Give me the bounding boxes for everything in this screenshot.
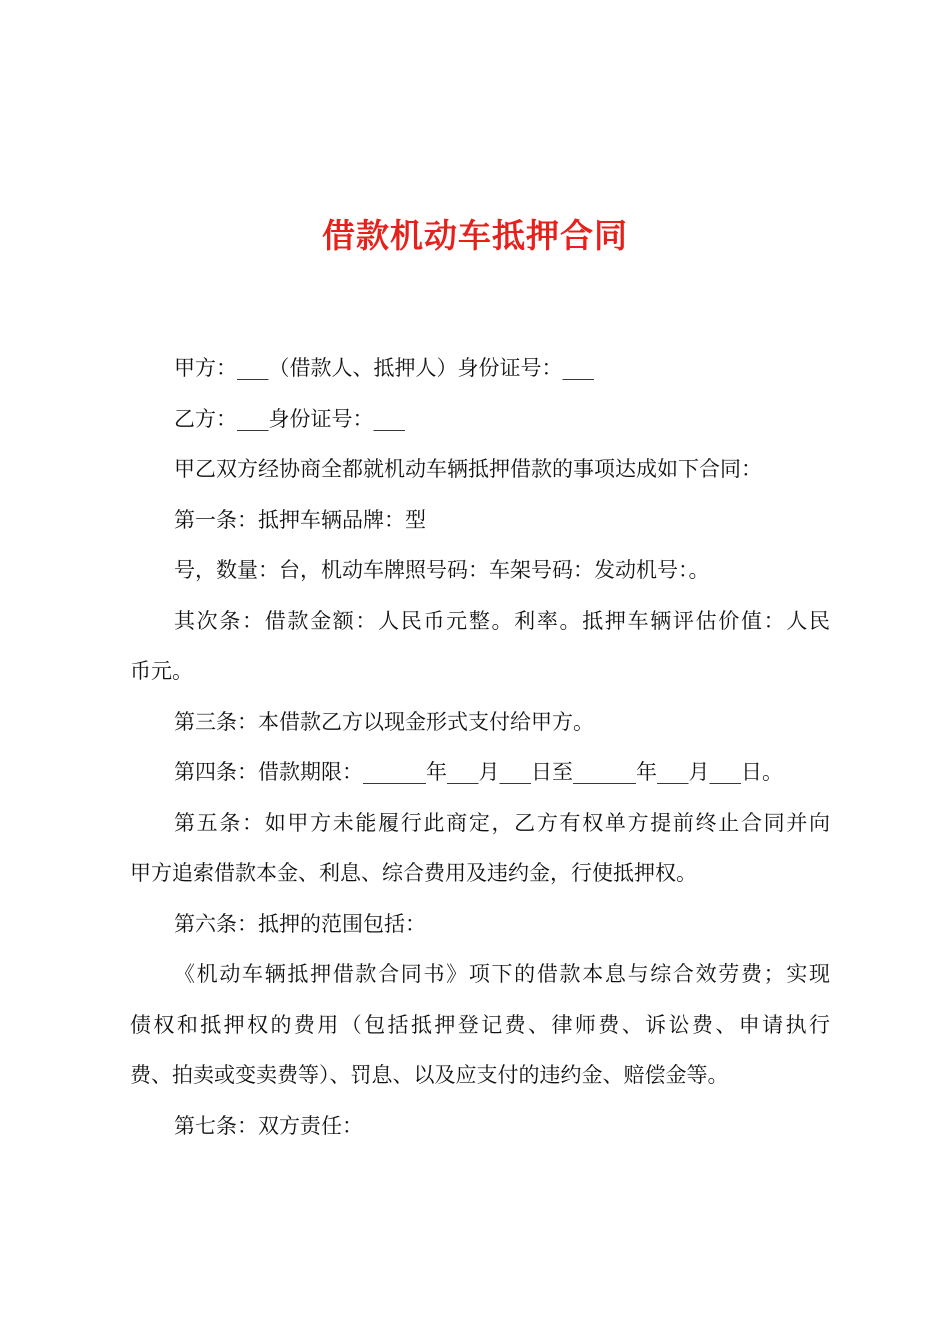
article-5-line-2: 甲方追索借款本金、利息、综合费用及违约金，行使抵押权。 [130, 861, 697, 885]
scope-line-1: 《机动车辆抵押借款合同书》项下的借款本息与综合效劳费；实现 [174, 962, 830, 986]
article-7-line: 第七条：双方责任： [174, 1113, 363, 1138]
party-a-line: 甲方：___（借款人、抵押人）身份证号：___ [174, 356, 594, 380]
document-title: 借款机动车抵押合同 [322, 216, 628, 255]
article-1-line-1: 第一条：抵押车辆品牌：型 [174, 507, 426, 532]
document-body [130, 343, 830, 1151]
article-1-line-2: 号，数量：台，机动车牌照号码：车架号码：发动机号：。 [174, 558, 710, 582]
article-3-line: 第三条：本借款乙方以现金形式支付给甲方。 [174, 709, 594, 734]
article-6-line: 第六条：抵押的范围包括： [174, 911, 426, 936]
party-b-line: 乙方：___身份证号：___ [174, 406, 405, 431]
preamble-line: 甲乙双方经协商全都就机动车辆抵押借款的事项达成如下合同： [174, 457, 762, 481]
article-2-line-1: 其次条：借款金额：人民币元整。利率。抵押车辆评估价值：人民 [174, 608, 830, 633]
scope-line-3: 费、拍卖或变卖费等）、罚息、以及应支付的违约金、赔偿金等。 [130, 1063, 729, 1087]
article-2-line-2: 币元。 [130, 659, 193, 683]
article-4-line: 第四条：借款期限：______年___月___日至______年___月___日。 [174, 760, 783, 784]
scope-line-2: 债权和抵押权的费用（包括抵押登记费、律师费、诉讼费、申请执行 [130, 1012, 830, 1037]
article-5-line-1: 第五条：如甲方未能履行此商定，乙方有权单方提前终止合同并向 [174, 810, 830, 835]
